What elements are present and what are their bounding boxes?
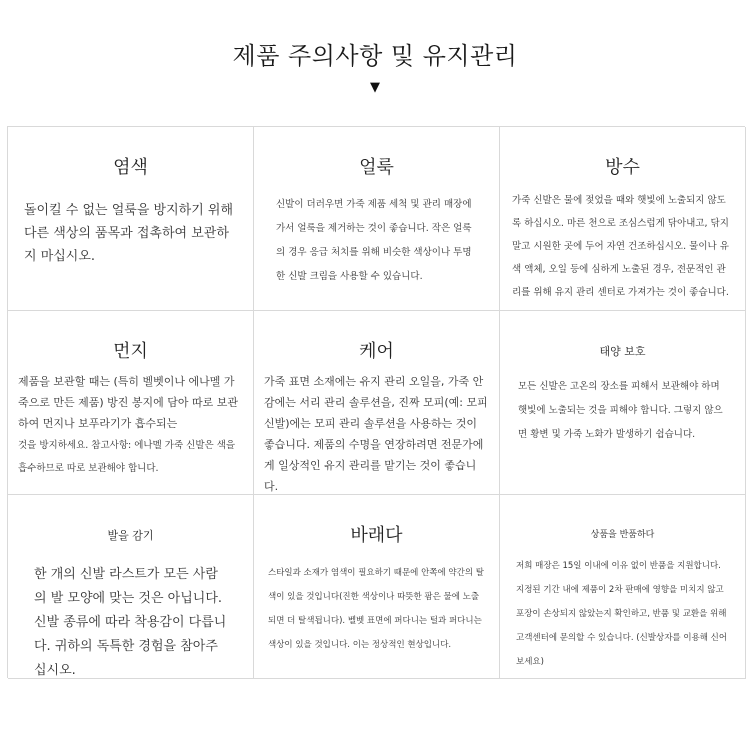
cell-title-fit: 발을 감기 — [107, 529, 154, 542]
cell-sun — [500, 311, 746, 495]
cell-title-return: 상품을 반품하다 — [590, 530, 655, 540]
care-grid — [7, 126, 745, 678]
cell-title-waterproof: 방수 — [605, 157, 640, 178]
cell-body-fade: 스타일과 소재가 염색이 필요하기 때문에 안쪽에 약간의 탈색이 있을 것입니다(진한 색상이나 따뜻한 팜은 물에 노출되면 더 탈색됩니다). 벨벳 표면에 퍼다니는 털과 퍼다니는 색상이 있을 것입니다. 이는 정상적인 현상입니다. — [268, 568, 484, 650]
page-title: 제품 주의사항 및 유지관리 — [232, 42, 518, 70]
cell-dust — [8, 311, 254, 495]
cell-waterproof — [500, 127, 746, 311]
cell-body-waterproof: 가죽 신발은 물에 젖었을 때와 햇빛에 노출되지 않도록 하십시오. 마른 천으로 조심스럽게 닦아내고, 닦지 말고 시원한 곳에 두어 자연 건조하십시오. 물이나 유색 액체, 오일 등에 심하게 노출된 경우, 전문적인 관리를 위해 유지 관리 센터로 가져가는 것이 좋습니다. — [512, 195, 729, 298]
cell-body-care: 가죽 표면 소재에는 유지 관리 오일을, 가죽 안감에는 서리 관리 솔루션을, 진짜 모피(예: 모피 신발)에는 모피 관리 솔루션을 사용하는 것이 좋습니다. 제품의 수명을 연장하려면 전문가에게 일상적인 유지 관리를 맡기는 것이 좋습니다. — [264, 375, 488, 493]
cell-body-stain: 신발이 더러우면 가죽 제품 세척 및 관리 매장에 가서 얼룩을 제거하는 것이 좋습니다. 작은 얼룩의 경우 응급 처치를 위해 비슷한 색상이나 투명한 신발 크림을 사용할 수 있습니다. — [276, 199, 472, 282]
cell-body-sun: 모든 신발은 고온의 장소를 피해서 보관해야 하며 햇빛에 노출되는 것을 피해야 합니다. 그렇지 않으면 황변 및 가죽 노화가 발생하기 쉽습니다. — [518, 381, 723, 440]
cell-body-dye: 돌이킬 수 없는 얼룩을 방지하기 위해 다른 색상의 품목과 접촉하여 보관하지 마십시오. — [24, 203, 234, 264]
cell-title-sun: 태양 보호 — [599, 345, 646, 358]
cell-title-dust: 먼지 — [113, 341, 148, 362]
cell-care — [254, 311, 500, 495]
cell-return — [500, 495, 746, 679]
cell-body-dust-note: 것을 방지하세요. 참고사항: 에나멜 가죽 신발은 색을 흡수하므로 따로 보관해야 합니다. — [18, 440, 236, 474]
cell-title-care: 케어 — [359, 341, 394, 362]
cell-dye — [8, 127, 254, 311]
cell-title-dye: 염색 — [113, 157, 148, 178]
cell-fade — [254, 495, 500, 679]
cell-title-fade: 바래다 — [350, 525, 403, 546]
cell-stain — [254, 127, 500, 311]
cell-body-fit: 한 개의 신발 라스트가 모든 사람의 발 모양에 맞는 것은 아닙니다. 신발 종류에 따라 착용감이 다릅니다. 귀하의 독특한 경험을 참아주십시오. — [34, 567, 227, 678]
down-arrow-icon: ▼ — [370, 80, 380, 95]
cell-body-dust: 제품을 보관할 때는 (특히 벨벳이나 에나멜 가죽으로 만든 제품) 방진 봉지에 담아 따로 보관하여 먼지나 보푸라기가 흡수되는 — [18, 375, 239, 430]
cell-title-stain: 얼룩 — [359, 157, 394, 178]
cell-body-return: 저희 매장은 15일 이내에 이유 없이 반품을 지원합니다. 지정된 기간 내에 제품이 2차 판매에 영향을 미치지 않고 포장이 손상되지 않았는지 확인하고, 반품 및 교환을 위해 고객센터에 문의할 수 있습니다. (신발상자를 이용해 신어보세요) — [516, 561, 728, 667]
cell-fit — [8, 495, 254, 679]
